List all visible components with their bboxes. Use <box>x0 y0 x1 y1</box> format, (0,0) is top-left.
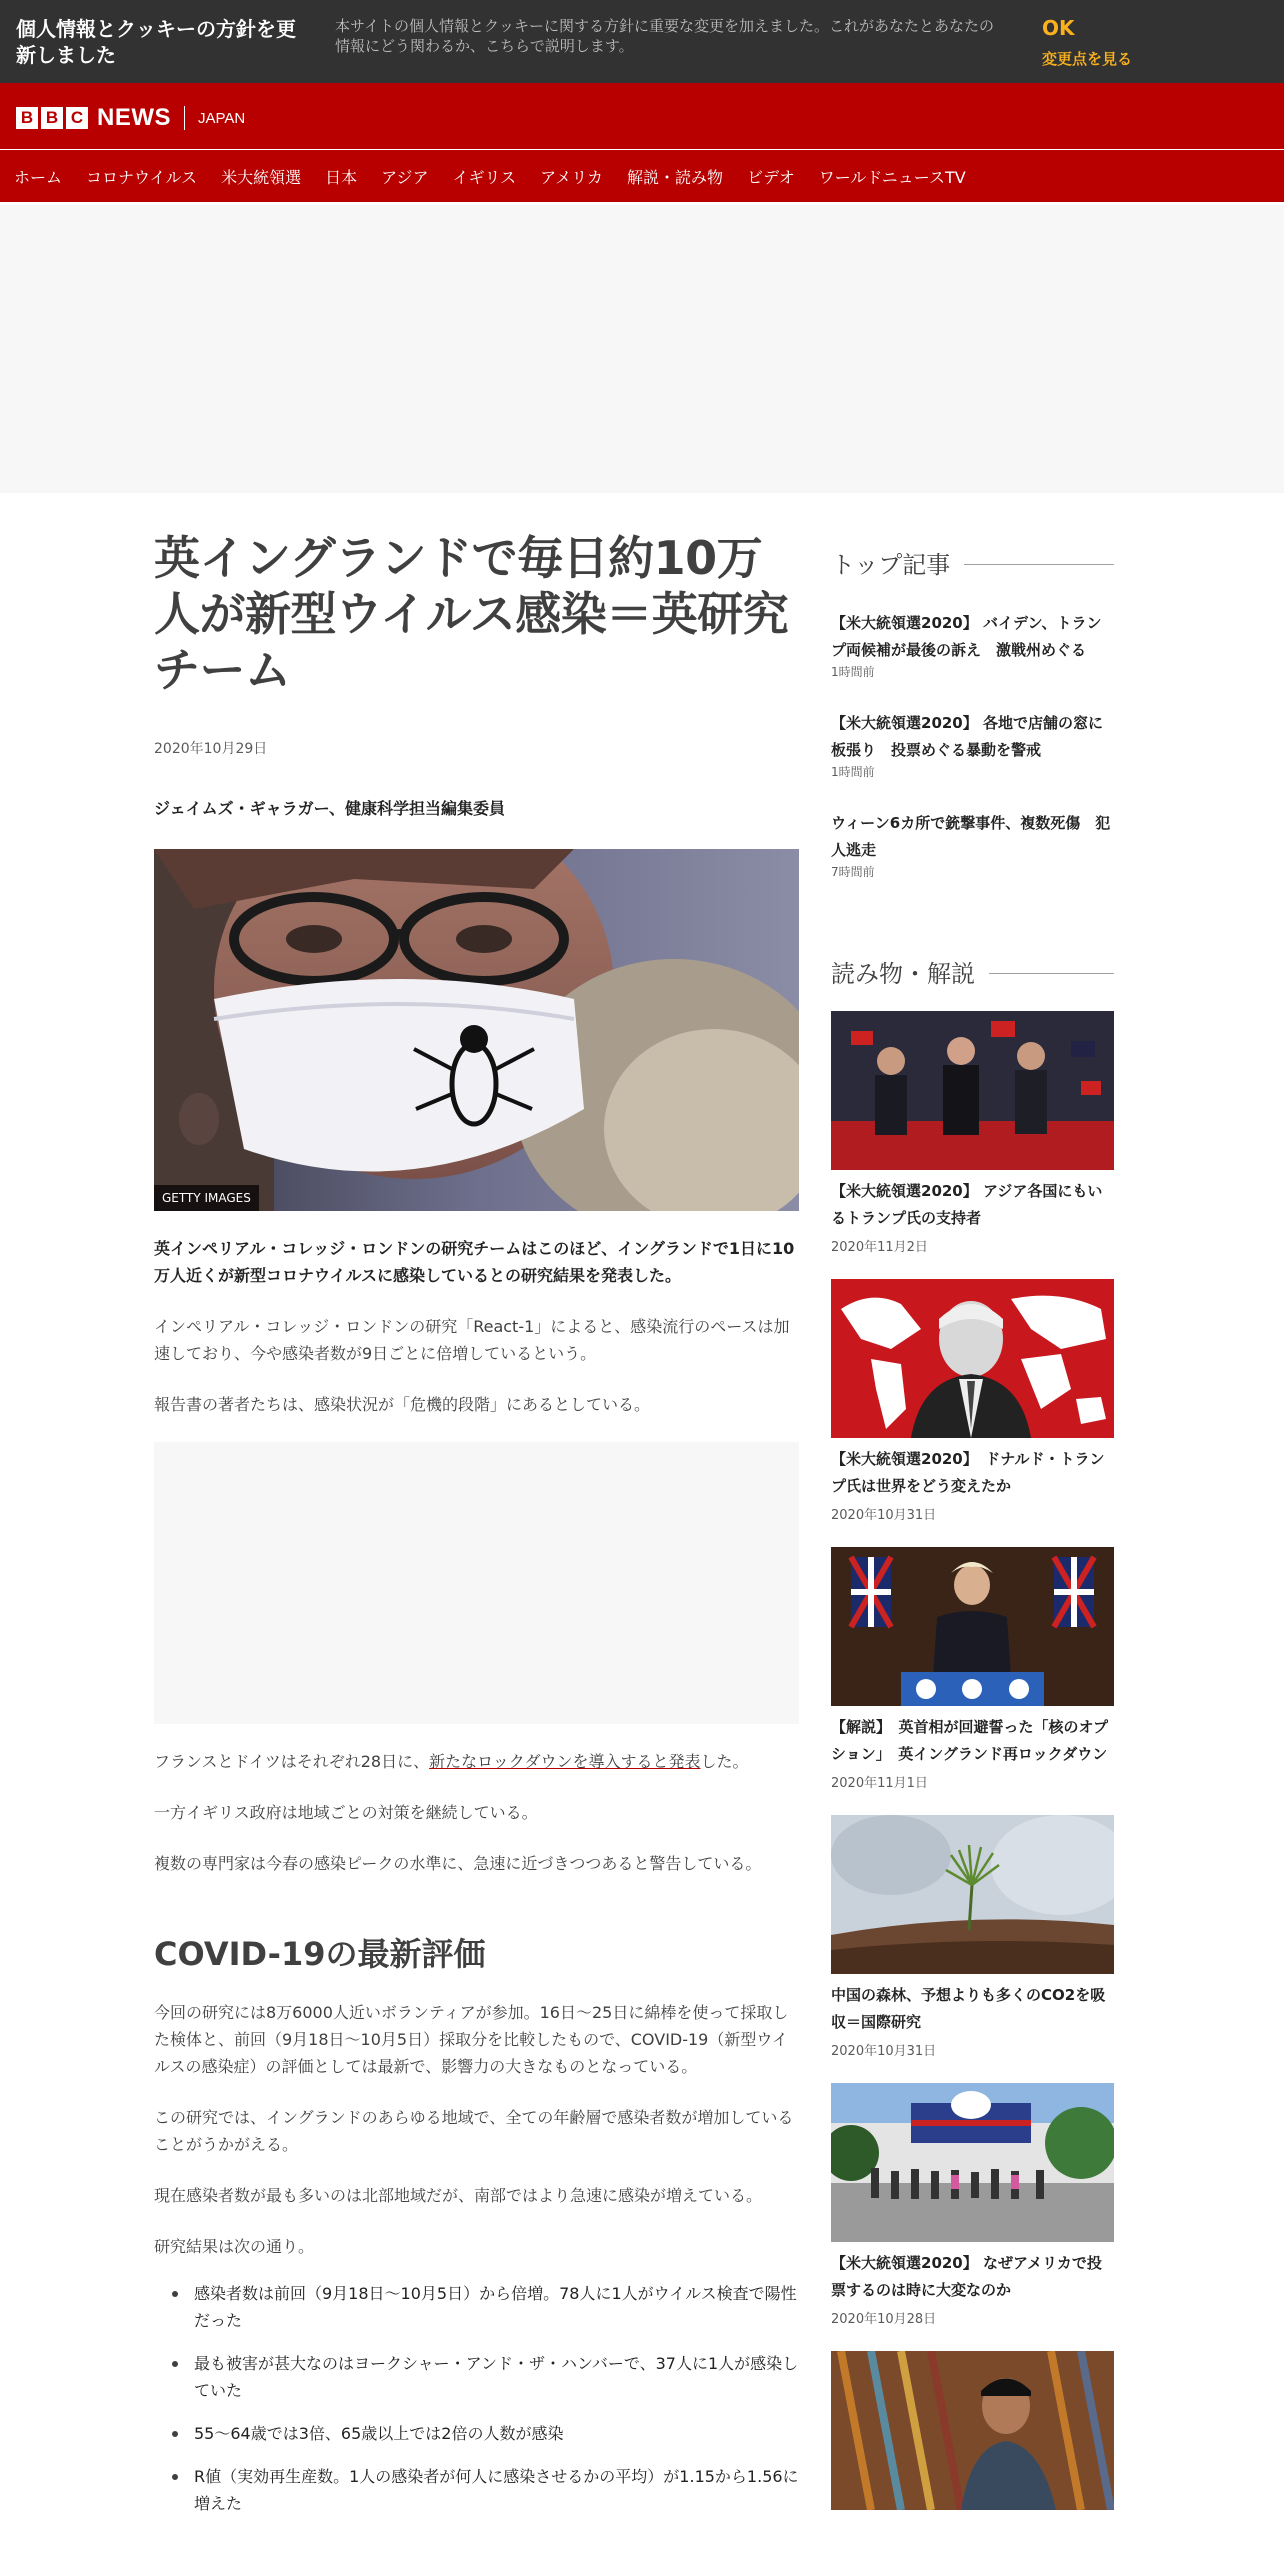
feature-item[interactable] <box>831 1279 1114 1523</box>
image-credit: GETTY IMAGES <box>154 1185 259 1211</box>
press-conference-photo <box>831 1547 1114 1706</box>
article-paragraph <box>154 1748 799 1775</box>
feature-title[interactable]: 【解説】 英首相が回避誓った「核のオプション」 英イングランド再ロックダウン <box>831 1718 1109 1763</box>
cookie-changes-link[interactable]: 変更点を見る <box>1042 50 1133 68</box>
portrait-graffiti-photo <box>831 2351 1114 2510</box>
sidebar <box>831 545 1114 2510</box>
nav-item-america[interactable]: アメリカ <box>540 167 604 187</box>
top-stories-heading <box>831 545 1114 580</box>
supporters-rally-photo <box>831 1011 1114 1170</box>
top-story-title[interactable]: ウィーン6カ所で銃撃事件、複数死傷 犯人逃走 <box>831 814 1111 859</box>
logo-divider <box>184 106 185 130</box>
top-stories-title: トップ記事 <box>831 551 951 579</box>
masked-woman-photo <box>154 849 799 1211</box>
nav-item-features[interactable]: 解説・読み物 <box>627 167 724 187</box>
bbc-logo-letter: B <box>41 107 63 129</box>
top-story-time: 1時間前 <box>831 665 875 679</box>
nav-item-coronavirus[interactable]: コロナウイルス <box>86 167 198 187</box>
heading-rule <box>964 564 1114 565</box>
feature-thumbnail[interactable] <box>831 1279 1114 1438</box>
features-section <box>831 954 1114 2510</box>
top-story-item[interactable] <box>831 810 1114 880</box>
article-paragraph: 報告書の著者たちは、感染状況が「危機的段階」にあるとしている。 <box>154 1395 651 1414</box>
top-story-title[interactable]: 【米大統領選2020】 バイデン、トランプ両候補が最後の訴え 激戦州めぐる <box>831 614 1102 659</box>
logo-edition-text: JAPAN <box>198 109 246 127</box>
bbc-news-japan-logo[interactable] <box>16 104 245 132</box>
bbc-logo-letter: B <box>16 107 38 129</box>
feature-thumbnail[interactable] <box>831 2351 1114 2510</box>
feature-item[interactable] <box>831 2083 1114 2327</box>
article-headline: 英イングランドで毎日約10万人が新型ウイルス感染＝英研究チーム <box>154 531 789 697</box>
mid-article-ad-slot <box>154 1442 799 1724</box>
feature-date: 2020年11月1日 <box>831 1776 928 1791</box>
feature-title[interactable]: 中国の森林、予想よりも多くのCO2を吸収＝国際研究 <box>831 1986 1106 2031</box>
article-paragraph: 研究結果は次の通り。 <box>154 2237 315 2256</box>
features-title: 読み物・解説 <box>831 960 975 988</box>
nav-item-video[interactable]: ビデオ <box>747 167 795 187</box>
feature-date: 2020年10月31日 <box>831 1508 937 1523</box>
masthead <box>0 83 1284 149</box>
paragraph-text: した。 <box>700 1752 749 1771</box>
hero-image <box>154 849 799 1211</box>
top-story-title[interactable]: 【米大統領選2020】 各地で店舗の窓に板張り 投票めぐる暴動を警戒 <box>831 714 1103 759</box>
feature-thumbnail[interactable] <box>831 2083 1114 2242</box>
feature-title[interactable]: 【米大統領選2020】 アジア各国にもいるトランプ氏の支持者 <box>831 1182 1103 1227</box>
article-paragraph: 今回の研究には8万6000人近いボランティアが参加。16日～25日に綿棒を使って採取した検体と、前回（9月18日～10月5日）採取分を比較したもので、COVID-19（新型ウイルスの感染症）の評価としては最新で、影響力の大きなものとなっている。 <box>154 2003 789 2076</box>
world-map-portrait-photo <box>831 1279 1114 1438</box>
heading-rule <box>989 973 1114 974</box>
list-item: R値（実効再生産数。1人の感染者が何人に感染させるかの平均）が1.15から1.56に増えた <box>194 2463 799 2517</box>
features-heading <box>831 954 1114 989</box>
nav-item-us-election[interactable]: 米大統領選 <box>221 167 302 187</box>
article-paragraph: この研究では、イングランドのあらゆる地域で、全ての年齢層で感染者数が増加していることがうかがえる。 <box>154 2108 794 2154</box>
feature-item[interactable] <box>831 1547 1114 1791</box>
list-item: 感染者数は前回（9月18日～10月5日）から倍増。78人に1人がウイルス検査で陽性だった <box>194 2280 799 2334</box>
bbc-logo-letter: C <box>66 107 88 129</box>
cookie-banner <box>0 0 1284 83</box>
top-ad-slot <box>0 205 1284 493</box>
findings-list <box>154 2280 799 2517</box>
nav-item-japan[interactable]: 日本 <box>325 167 358 187</box>
feature-title[interactable]: 【米大統領選2020】 ドナルド・トランプ氏は世界をどう変えたか <box>831 1450 1105 1495</box>
article-paragraph: 現在感染者数が最も多いのは北部地域だが、南部ではより急速に感染が増えている。 <box>154 2186 763 2205</box>
cookie-text: 本サイトの個人情報とクッキーに関する方針に重要な変更を加えました。これがあなたとあなたの情報にどう関わるか、こちらで説明します。 <box>335 17 994 55</box>
feature-thumbnail[interactable] <box>831 1547 1114 1706</box>
feature-item[interactable] <box>831 2351 1114 2510</box>
logo-news-text: NEWS <box>97 104 171 131</box>
main-nav <box>0 150 1284 202</box>
feature-item[interactable] <box>831 1011 1114 1255</box>
cookie-ok-button[interactable]: OK <box>1042 16 1075 40</box>
article-subheading: COVID-19の最新評価 <box>154 1935 486 1973</box>
feature-thumbnail[interactable] <box>831 1011 1114 1170</box>
feature-item[interactable] <box>831 1815 1114 2059</box>
article-lede: 英インペリアル・コレッジ・ロンドンの研究チームはこのほど、イングランドで1日に10万人近くが新型コロナウイルスに感染しているとの研究結果を発表した。 <box>154 1239 795 1285</box>
article-paragraph: 一方イギリス政府は地域ごとの対策を継続している。 <box>154 1803 538 1822</box>
nav-item-home[interactable]: ホーム <box>14 167 63 187</box>
list-item: 55～64歳では3倍、65歳以上では2倍の人数が感染 <box>194 2420 799 2447</box>
article-date: 2020年10月29日 <box>154 741 268 757</box>
nav-item-world-news-tv[interactable]: ワールドニュースTV <box>818 167 966 187</box>
feature-thumbnail[interactable] <box>831 1815 1114 1974</box>
article-paragraph: インペリアル・コレッジ・ロンドンの研究「React-1」によると、感染流行のペースは加速しており、今や感染者数が9日ごとに倍増しているという。 <box>154 1317 790 1363</box>
cookie-title: 個人情報とクッキーの方針を更新しました <box>16 17 296 67</box>
top-story-time: 1時間前 <box>831 765 875 779</box>
lockdown-article-link[interactable]: 新たなロックダウンを導入すると発表 <box>429 1752 701 1771</box>
seedling-photo <box>831 1815 1114 1974</box>
voting-queue-photo <box>831 2083 1114 2242</box>
article-byline: ジェイムズ・ギャラガー、健康科学担当編集委員 <box>154 799 506 818</box>
feature-title[interactable]: 【米大統領選2020】 なぜアメリカで投票するのは時に大変なのか <box>831 2254 1102 2299</box>
list-item: 最も被害が甚大なのはヨークシャー・アンド・ザ・ハンバーで、37人に1人が感染していた <box>194 2350 799 2404</box>
article <box>154 530 799 2533</box>
top-story-item[interactable] <box>831 710 1114 780</box>
nav-item-asia[interactable]: アジア <box>381 167 429 187</box>
paragraph-text: フランスとドイツはそれぞれ28日に、 <box>154 1752 430 1771</box>
feature-date: 2020年11月2日 <box>831 1240 928 1255</box>
feature-date: 2020年10月28日 <box>831 2312 937 2327</box>
top-story-item[interactable] <box>831 610 1114 680</box>
nav-item-uk[interactable]: イギリス <box>452 167 517 187</box>
top-story-time: 7時間前 <box>831 865 875 879</box>
feature-date: 2020年10月31日 <box>831 2044 937 2059</box>
article-paragraph: 複数の専門家は今春の感染ピークの水準に、急速に近づきつつあると警告している。 <box>154 1854 762 1873</box>
